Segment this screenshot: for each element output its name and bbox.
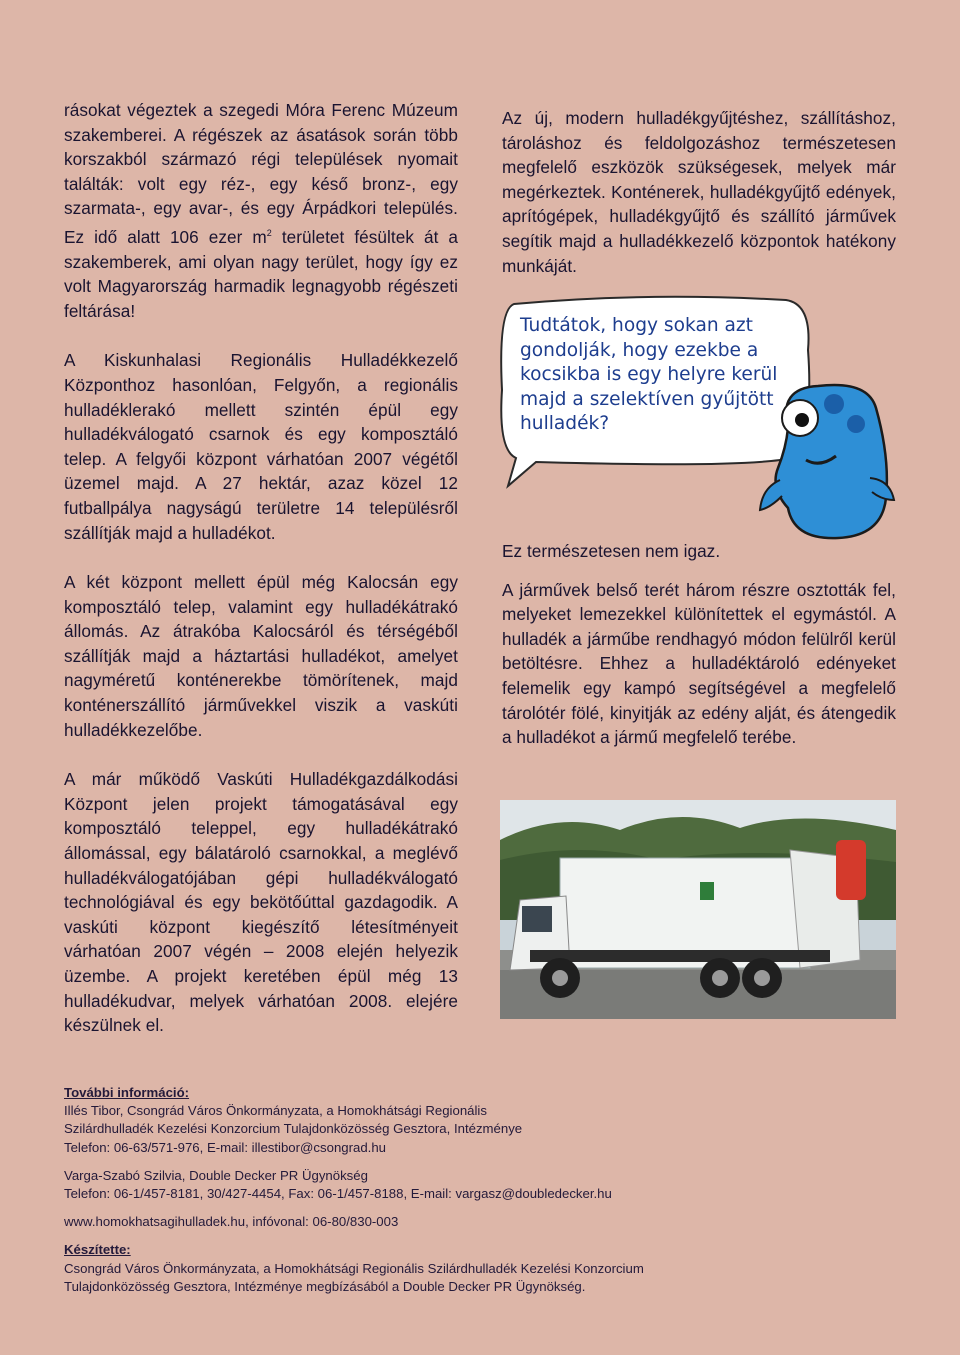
superscript: 2 xyxy=(266,227,272,238)
contact2-line1: Varga-Szabó Szilvia, Double Decker PR Ügynökség xyxy=(64,1167,368,1183)
contact1-line2: Szilárdhulladék Kezelési Konzorcium Tulajdonközösség Gesztora, Intézménye xyxy=(64,1121,523,1137)
paragraph-kiskunhalas: A Kiskunhalasi Regionális Hulladékkezelő Központhoz hasonlóan, Felgyőn, a regionális hulladéklerakó mellett szintén épül egy hulladékválogató csarnok és egy komposztáló telep. A felgyői központ várhatóan 2007 végétől üzemel majd. A 27 hektár, azaz közel 12 futballpálya nagyságú területre 14 településről szállítják majd a hulladékot. xyxy=(64,350,458,543)
contact2-line2: Telefon: 06-1/457-8181, 30/427-4454, Fax: 06-1/457-8188, E-mail: vargasz@doubledecker.hu xyxy=(64,1186,612,1202)
contact-info xyxy=(64,1084,904,1296)
paragraph-vehicles: A járművek belső terét három részre osztották fel, melyeket lemezekkel különítettek el egymástól. A hulladék a járműbe rendhagyó módon felülről kerül betöltésre. Ehhez a hulladéktároló edényeket felemelik egy kampó segítségével a megfelelő tárolótér fölé, kinyitják az edény alját, és átengedik a hulladékot a jármű megfelelő terébe. xyxy=(502,579,896,748)
paragraph-vaskut: A már működő Vaskúti Hulladékgazdálkodási Központ jelen projekt támogatásával egy komposztáló teleppel, egy hulladékátrakó állomással, egy bálatároló csarnokkal, a meglévő hulladékválogatójában gépi hulladékválogató technológiával és egy bekötőúttal gazdagodik. A vaskúti központ kiegészítő létesítményeit várhatóan 2007 végén – 2008 elején helyezik üzembe. A projekt keretében épül még 13 hulladékudvar, melyek várhatóan 2008. elejére készülnek el. xyxy=(64,769,458,1036)
right-column-top xyxy=(502,106,896,278)
paragraph-equipment: Az új, modern hulladékgyűjtéshez, szállításhoz, tároláshoz és feldolgozáshoz természetesen megfelelő eszközök szükségesek, melyek már megérkeztek. Konténerek, hulladékgyűjtő edények, aprítógépek, hulladékgyűjtő és szállító járművek segítik majd a hulladékkezelő központok hatékony munkáját. xyxy=(502,108,896,276)
contact1-line1: Illés Tibor, Csongrád Város Önkormányzata, a Homokhátsági Regionális xyxy=(64,1103,487,1119)
paragraph-text: rásokat végeztek a szegedi Móra Ferenc Múzeum szakemberei. A régészek az ásatások során több korszakból származó régi települések nyomait találták: volt egy réz-, egy késő bronz-, egy szarmata-, egy avar-, és egy Árpádkori település. Ez idő alatt 106 ezer m xyxy=(64,100,458,247)
contact1-line3: Telefon: 06-63/571-976, E-mail: illestibor@csongrad.hu xyxy=(64,1139,387,1155)
left-column xyxy=(64,98,458,1038)
made-by-line1: Csongrád Város Önkormányzata, a Homokhátsági Regionális Szilárdhulladék Kezelési Konzorcium xyxy=(64,1260,644,1276)
garbage-truck-photo xyxy=(500,800,896,1019)
right-column-bottom xyxy=(502,539,896,750)
paragraph-kalocsa: A két központ mellett épül még Kalocsán egy komposztáló telep, valamint egy hulladékátrakó állomás. Az átrakóba Kalocsáról és térségéből szállítják majd a háztartási hulladékot, amelyet nagyméretű konténerekbe tömörítenek, majd konténerszállító járművekkel viszik a vaskúti hulladékkezelőbe. xyxy=(64,572,458,740)
website-line: www.homokhatsagihulladek.hu, infóvonal: 06-80/830-003 xyxy=(64,1214,399,1230)
info-heading: További információ: xyxy=(64,1085,190,1100)
paragraph-text: területet fésültek át a szakemberek, ami olyan nagy terület, hogy így ez volt Magyarország harmadik legnagyobb régészeti feltárása! xyxy=(64,226,459,321)
paragraph-excavation xyxy=(64,98,458,323)
made-by-heading: Készítette: xyxy=(64,1242,131,1258)
made-by-line2: Tulajdonközösség Gesztora, Intézménye megbízásából a Double Decker PR Ügynökség. xyxy=(64,1278,586,1294)
blue-mascot-icon xyxy=(758,368,898,548)
answer-line: Ez természetesen nem igaz. xyxy=(502,541,721,561)
speech-bubble-text: Tudtátok, hogy sokan azt gondolják, hogy ezekbe a kocsikba is egy helyre kerül majd a szelektíven gyűjtött hulladék? xyxy=(520,315,778,434)
mascot-speech-area xyxy=(496,290,906,535)
garbage-truck-icon xyxy=(500,800,896,1019)
